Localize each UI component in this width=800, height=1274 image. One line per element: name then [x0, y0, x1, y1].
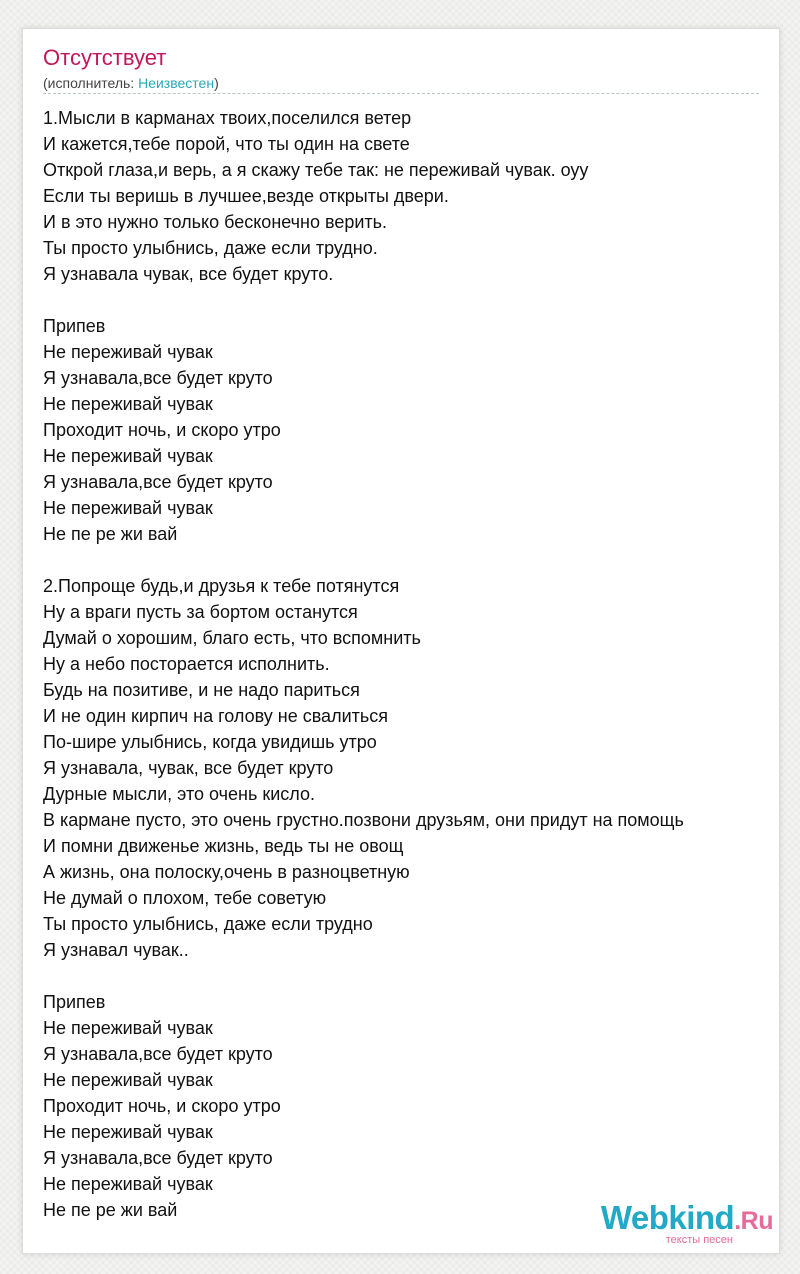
lyric-line: Я узнавала,все будет круто — [43, 472, 273, 492]
lyric-line: Я узнавала,все будет круто — [43, 368, 273, 388]
lyric-line: Не переживай чувак — [43, 1174, 213, 1194]
lyric-line: Не пе ре жи вай — [43, 1200, 178, 1220]
logo-brand: Webkind — [600, 1199, 735, 1236]
lyric-line: Ты просто улыбнись, даже если трудно — [43, 914, 373, 934]
lyric-line: Думай о хорошим, благо есть, что вспомнить — [43, 628, 421, 648]
lyric-line: Ну а враги пусть за бортом останутся — [43, 602, 358, 622]
lyric-line: Не переживай чувак — [43, 1018, 213, 1038]
lyric-line: Не переживай чувак — [43, 1070, 213, 1090]
lyric-line: Дурные мысли, это очень кисло. — [43, 784, 315, 804]
lyric-line: Не переживай чувак — [43, 446, 213, 466]
lyric-line: 1.Мысли в карманах твоих,поселился ветер — [43, 108, 412, 128]
lyric-line: И кажется,тебе порой, что ты один на свете — [43, 134, 410, 154]
lyric-line: Я узнавала, чувак, все будет круто — [43, 758, 334, 778]
lyric-line: Не переживай чувак — [43, 498, 213, 518]
lyric-line: Припев — [43, 992, 106, 1012]
lyric-line: Проходит ночь, и скоро утро — [43, 1096, 281, 1116]
artist-line — [43, 74, 219, 92]
lyric-line: Я узнавала,все будет круто — [43, 1148, 273, 1168]
lyric-line — [43, 547, 779, 573]
lyric-line: Не переживай чувак — [43, 1122, 213, 1142]
artist-link[interactable]: Неизвестен — [138, 75, 215, 91]
lyric-line: Не думай о плохом, тебе советую — [43, 888, 327, 908]
lyric-line: Я узнавала чувак, все будет круто. — [43, 264, 334, 284]
lyric-line: А жизнь, она полоску,очень в разноцветную — [43, 862, 410, 882]
lyric-line: Если ты веришь в лучшее,везде открыты двери. — [43, 186, 449, 206]
lyrics-text — [43, 105, 779, 1223]
lyric-line: В кармане пусто, это очень грустно.позвони друзьям, они придут на помощь — [43, 810, 684, 830]
lyric-line — [43, 963, 779, 989]
lyric-line — [43, 287, 779, 313]
artist-prefix: (исполнитель: — [43, 75, 139, 91]
logo-tagline: тексты песен — [665, 1234, 733, 1246]
lyric-line: Открой глаза,и верь, а я скажу тебе так: не переживай чувак. оуу — [43, 160, 589, 180]
lyric-line: По-шире улыбнись, когда увидишь утро — [43, 732, 377, 752]
lyric-line: Проходит ночь, и скоро утро — [43, 420, 281, 440]
lyric-line: И не один кирпич на голову не свалиться — [43, 706, 388, 726]
lyric-line: И в это нужно только бесконечно верить. — [43, 212, 388, 232]
lyrics-card — [22, 28, 780, 1254]
lyric-line: Будь на позитиве, и не надо париться — [43, 680, 360, 700]
lyric-line: Ну а небо посторается исполнить. — [43, 654, 330, 674]
artist-suffix: ) — [214, 75, 219, 91]
webkind-logo[interactable] — [583, 1199, 773, 1249]
lyric-line: Не пе ре жи вай — [43, 524, 178, 544]
lyric-line: Ты просто улыбнись, даже если трудно. — [43, 238, 378, 258]
lyric-line: Я узнавал чувак.. — [43, 940, 189, 960]
lyric-line: Припев — [43, 316, 106, 336]
title-divider — [43, 93, 759, 94]
lyric-line: 2.Попроще будь,и друзья к тебе потянутся — [43, 576, 400, 596]
lyric-line: Я узнавала,все будет круто — [43, 1044, 273, 1064]
lyric-line: Не переживай чувак — [43, 394, 213, 414]
lyric-line: Не переживай чувак — [43, 342, 213, 362]
logo-tld: .Ru — [734, 1207, 773, 1235]
lyric-line: И помни движенье жизнь, ведь ты не овощ — [43, 836, 404, 856]
song-title: Отсутствует — [43, 45, 167, 70]
